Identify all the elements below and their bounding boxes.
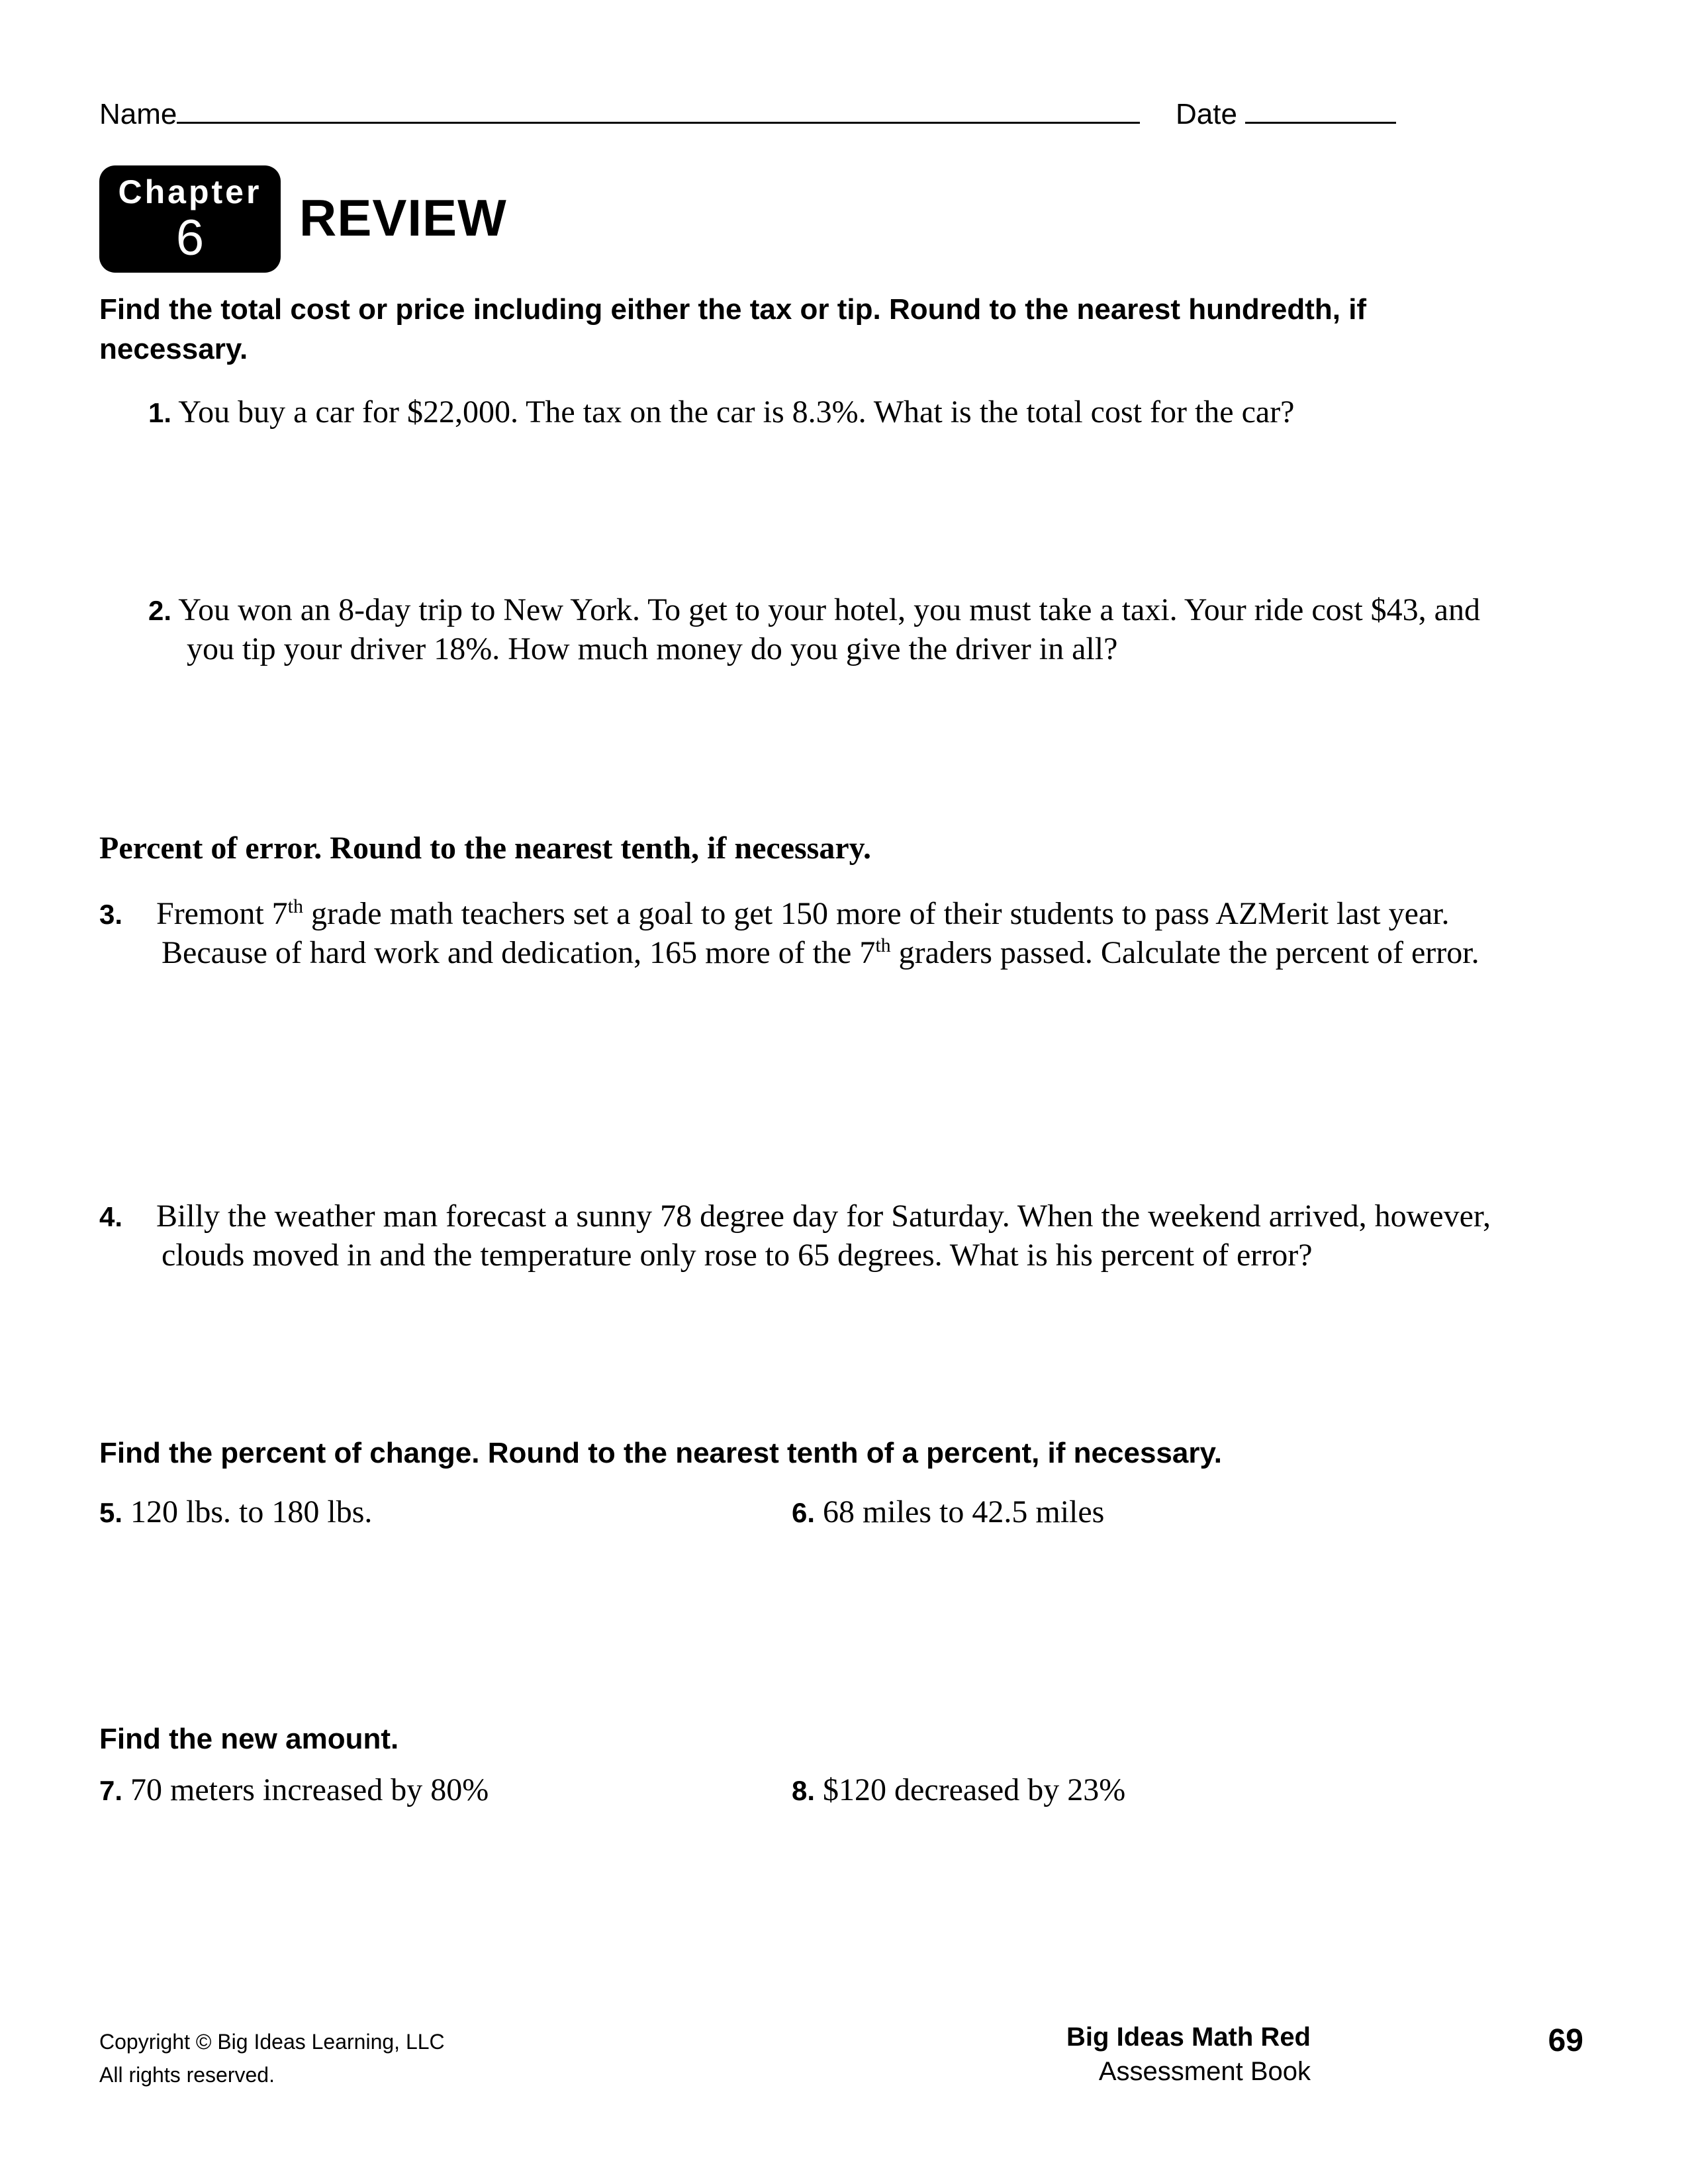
question-number: 3. xyxy=(99,899,123,930)
question-number: 5. xyxy=(99,1497,123,1528)
footer-book xyxy=(1066,2020,1311,2089)
question-text-line-2: you tip your driver 18%. How much money do you give the driver in all? xyxy=(187,631,1118,666)
question-8 xyxy=(792,1771,1125,1810)
question-text: You buy a car for $22,000. The tax on the car is 8.3%. What is the total cost for the car? xyxy=(178,394,1295,430)
question-text: 120 lbs. to 180 lbs. xyxy=(130,1494,373,1529)
name-field[interactable] xyxy=(99,98,1140,131)
section-directions-new-amount: Find the new amount. xyxy=(99,1723,399,1755)
question-6 xyxy=(792,1493,1104,1532)
chapter-number: 6 xyxy=(175,210,205,266)
question-4 xyxy=(99,1197,1491,1275)
name-blank[interactable] xyxy=(177,99,1140,124)
section-directions-percent-error: Percent of error. Round to the nearest tenth, if necessary. xyxy=(99,831,872,866)
page-title: REVIEW xyxy=(299,189,507,247)
page-number: 69 xyxy=(1548,2023,1583,2058)
footer-copyright xyxy=(99,2025,445,2091)
question-text-part: Because of hard work and dedication, 165 more of the 7 xyxy=(162,935,876,970)
question-number: 2. xyxy=(148,595,172,626)
question-text: 70 meters increased by 80% xyxy=(130,1772,489,1807)
date-blank[interactable] xyxy=(1245,99,1396,124)
question-text-line-1: Billy the weather man forecast a sunny 78 degree day for Saturday. When the weekend arrived, however, xyxy=(156,1199,1491,1234)
question-text-part: grade math teachers set a goal to get 150 more of their students to pass AZMerit last year. xyxy=(303,896,1450,931)
question-text: $120 decreased by 23% xyxy=(823,1772,1126,1807)
question-number: 6. xyxy=(792,1497,816,1528)
question-text-part: Fremont 7 xyxy=(156,896,288,931)
date-field[interactable] xyxy=(1176,98,1396,131)
book-subtitle: Assessment Book xyxy=(1098,2057,1311,2086)
question-7 xyxy=(99,1771,489,1810)
chapter-badge xyxy=(99,165,281,273)
question-1 xyxy=(148,393,1294,432)
question-text-part: graders passed. Calculate the percent of error. xyxy=(890,935,1479,970)
copyright-text: Copyright © Big Ideas Learning, LLC xyxy=(99,2030,445,2054)
question-text: 68 miles to 42.5 miles xyxy=(823,1494,1105,1529)
date-label: Date xyxy=(1176,98,1237,130)
question-text-line-1: You won an 8-day trip to New York. To get to your hotel, you must take a taxi. Your ride cost $43, and xyxy=(178,592,1480,627)
question-3 xyxy=(99,895,1479,972)
question-number: 1. xyxy=(148,397,172,428)
question-2 xyxy=(148,591,1480,668)
question-number: 7. xyxy=(99,1775,123,1806)
question-number: 4. xyxy=(99,1201,123,1232)
rights-text: All rights reserved. xyxy=(99,2063,275,2087)
question-5 xyxy=(99,1493,372,1532)
chapter-word: Chapter xyxy=(118,173,262,210)
ordinal-suffix: th xyxy=(287,895,303,917)
name-label: Name xyxy=(99,98,177,130)
ordinal-suffix: th xyxy=(875,934,891,956)
book-title: Big Ideas Math Red xyxy=(1066,2023,1311,2052)
section-directions-tax-tip: Find the total cost or price including either the tax or tip. Round to the nearest hundredth, if necessary. xyxy=(99,293,1367,365)
section-directions-percent-change: Find the percent of change. Round to the nearest tenth of a percent, if necessary. xyxy=(99,1437,1222,1469)
question-text-line-2: clouds moved in and the temperature only rose to 65 degrees. What is his percent of error? xyxy=(162,1238,1313,1273)
question-number: 8. xyxy=(792,1775,816,1806)
